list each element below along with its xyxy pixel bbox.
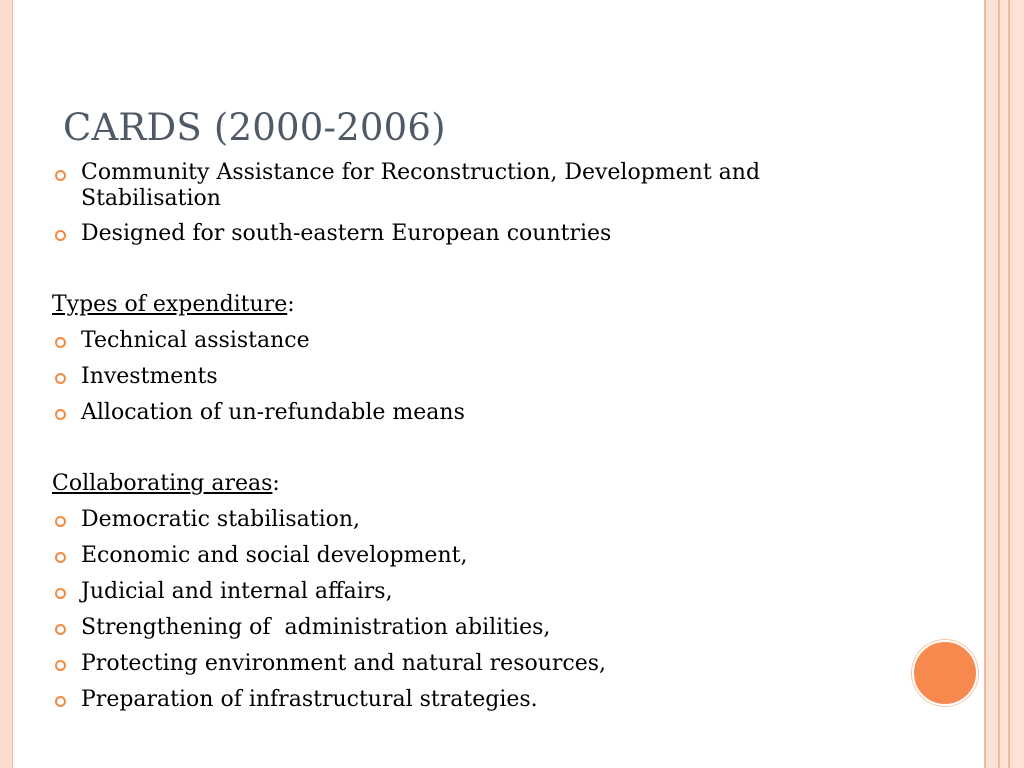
list-item [52,160,902,212]
bullet-icon [55,660,66,671]
bullet-icon [55,170,66,181]
list-item [52,542,902,570]
bullet-icon [55,337,66,348]
slide-content [52,160,902,722]
bullet-text: Strengthening of administration abilities, [81,615,551,640]
bullet-text: Allocation of un-refundable means [81,400,465,425]
bullet-text: Protecting environment and natural resources, [81,651,607,676]
bullet-icon [55,696,66,707]
slide-frame-left [0,0,13,768]
bullet-icon [55,230,66,241]
slide-title: CARDS (2000-2006) [63,106,446,149]
bullet-text: Designed for south-eastern European countries [81,221,612,246]
list-item [52,650,902,678]
areas-heading [52,470,902,498]
bullet-text: Democratic stabilisation, [81,507,361,532]
spacer [52,256,902,291]
bullet-text: Investments [81,364,218,389]
areas-heading-colon: : [272,471,280,496]
bullet-text: Community Assistance for Reconstruction, Development and Stabilisation [81,160,761,211]
list-item [52,686,902,714]
list-item [52,578,902,606]
list-item [52,220,902,248]
bullet-text: Judicial and internal affairs, [81,579,393,604]
bullet-text: Economic and social development, [81,543,468,568]
expenditure-heading-colon: : [287,292,295,317]
spacer [52,435,902,470]
bullet-icon [55,588,66,599]
bullet-icon [55,373,66,384]
list-item [52,363,902,391]
areas-heading-text: Collaborating areas [52,471,273,496]
bullet-text: Preparation of infrastructural strategies. [81,687,538,712]
list-item [52,614,902,642]
bullet-icon [55,552,66,563]
list-item [52,506,902,534]
accent-circle-decoration [912,640,978,706]
expenditure-heading [52,291,902,319]
bullet-icon [55,516,66,527]
list-item [52,327,902,355]
slide-frame-right [978,0,1024,768]
bullet-icon [55,624,66,635]
list-item [52,399,902,427]
expenditure-heading-text: Types of expenditure [52,292,288,317]
bullet-icon [55,409,66,420]
bullet-text: Technical assistance [81,328,310,353]
